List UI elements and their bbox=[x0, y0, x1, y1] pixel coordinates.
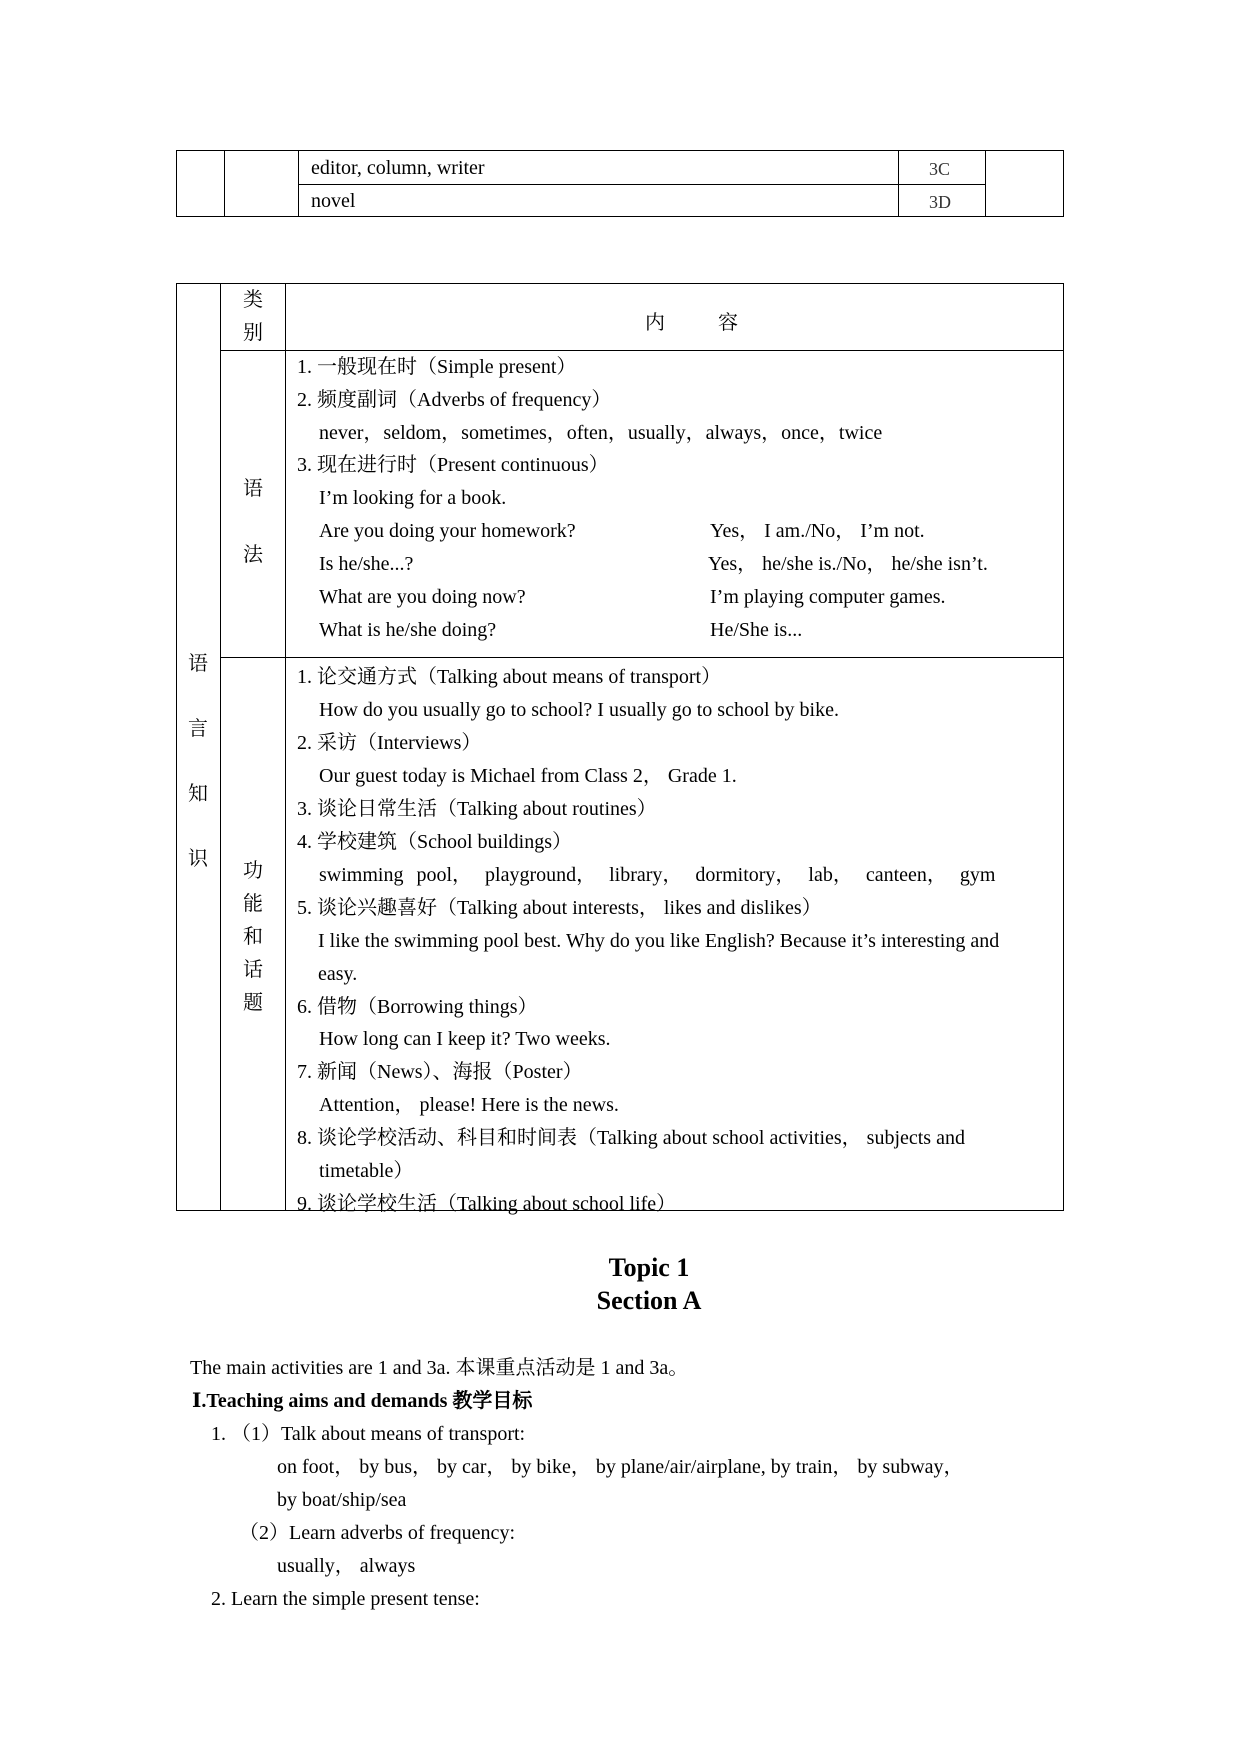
function-line: 9. 谈论学校生活（Talking about school life） bbox=[297, 1193, 677, 1215]
function-line: 8. 谈论学校活动、科目和时间表（Talking about school activities， subjects and bbox=[297, 1127, 965, 1149]
function-line: 7. 新闻（News）、海报（Poster） bbox=[297, 1061, 583, 1083]
function-line: I like the swimming pool best. Why do you like English? Because it’s interesting and bbox=[318, 930, 1000, 952]
category-functions-topics: 功 能 和 话 题 bbox=[243, 860, 263, 1014]
vocabulary-table-fragment bbox=[176, 150, 1064, 217]
table-cell-code: 3D bbox=[929, 192, 951, 212]
function-line: 5. 谈论兴趣喜好（Talking about interests， likes and dislikes） bbox=[297, 897, 822, 919]
main-activities-text: The main activities are 1 and 3a. 本课重点活动是 1 and 3a。 bbox=[190, 1357, 689, 1379]
grammar-line: 2. 频度副词（Adverbs of frequency） bbox=[297, 389, 612, 411]
function-line: 4. 学校建筑（School buildings） bbox=[297, 831, 573, 853]
function-line: 6. 借物（Borrowing things） bbox=[297, 996, 538, 1018]
grammar-line: 3. 现在进行时（Present continuous） bbox=[297, 454, 609, 476]
aim-line: 1. （1）Talk about means of transport: bbox=[211, 1423, 526, 1445]
table-cell-code: 3C bbox=[929, 159, 951, 179]
function-line: swimming pool， playground， library， dormitory， lab， canteen， gym bbox=[319, 864, 996, 886]
aim-line: 2. Learn the simple present tense: bbox=[211, 1588, 480, 1610]
category-grammar: 语 法 bbox=[243, 478, 263, 566]
header-content: 内 容 bbox=[645, 312, 762, 334]
grammar-line: never，seldom，sometimes，often，usually，always，once，twice bbox=[319, 422, 883, 444]
aim-line: on foot， by bus， by car， by bike， by plane/air/airplane, by train， by subway， bbox=[277, 1456, 964, 1478]
example-question: What is he/she doing? bbox=[319, 619, 497, 641]
language-knowledge-table bbox=[176, 283, 1064, 1215]
function-line: How long can I keep it? Two weeks. bbox=[319, 1028, 611, 1050]
function-line: easy. bbox=[318, 963, 358, 985]
category-language-knowledge: 语 言 知 识 bbox=[188, 653, 208, 870]
function-line: 2. 采访（Interviews） bbox=[297, 732, 482, 754]
function-line: timetable） bbox=[319, 1160, 414, 1182]
function-line: Attention， please! Here is the news. bbox=[319, 1094, 619, 1116]
example-answer: Yes， he/she is./No， he/she isn’t. bbox=[708, 553, 988, 575]
header-category: 类 别 bbox=[243, 289, 263, 344]
table-cell: novel bbox=[311, 190, 356, 212]
aims-heading: Ⅰ.Teaching aims and demands 教学目标 bbox=[192, 1390, 533, 1412]
function-line: 3. 谈论日常生活（Talking about routines） bbox=[297, 798, 657, 820]
aim-line: （2）Learn adverbs of frequency: bbox=[239, 1522, 515, 1544]
topic-heading: Topic 1 bbox=[608, 1253, 690, 1282]
grammar-line: I’m looking for a book. bbox=[319, 487, 507, 509]
section-heading: Section A bbox=[596, 1286, 702, 1315]
function-line: 1. 论交通方式（Talking about means of transport） bbox=[297, 666, 722, 688]
aim-line: by boat/ship/sea bbox=[277, 1489, 407, 1511]
function-line: How do you usually go to school? I usually go to school by bike. bbox=[319, 699, 839, 721]
example-answer: He/She is... bbox=[710, 619, 803, 641]
example-question: Is he/she...? bbox=[319, 553, 414, 575]
example-answer: I’m playing computer games. bbox=[710, 586, 946, 608]
table-cell: editor, column, writer bbox=[311, 157, 485, 179]
grammar-line: 1. 一般现在时（Simple present） bbox=[297, 356, 577, 378]
example-answer: Yes， I am./No， I’m not. bbox=[710, 520, 925, 542]
example-question: What are you doing now? bbox=[319, 586, 526, 608]
example-question: Are you doing your homework? bbox=[319, 520, 576, 542]
aim-line: usually， always bbox=[277, 1555, 416, 1577]
function-line: Our guest today is Michael from Class 2， Grade 1. bbox=[319, 765, 737, 787]
